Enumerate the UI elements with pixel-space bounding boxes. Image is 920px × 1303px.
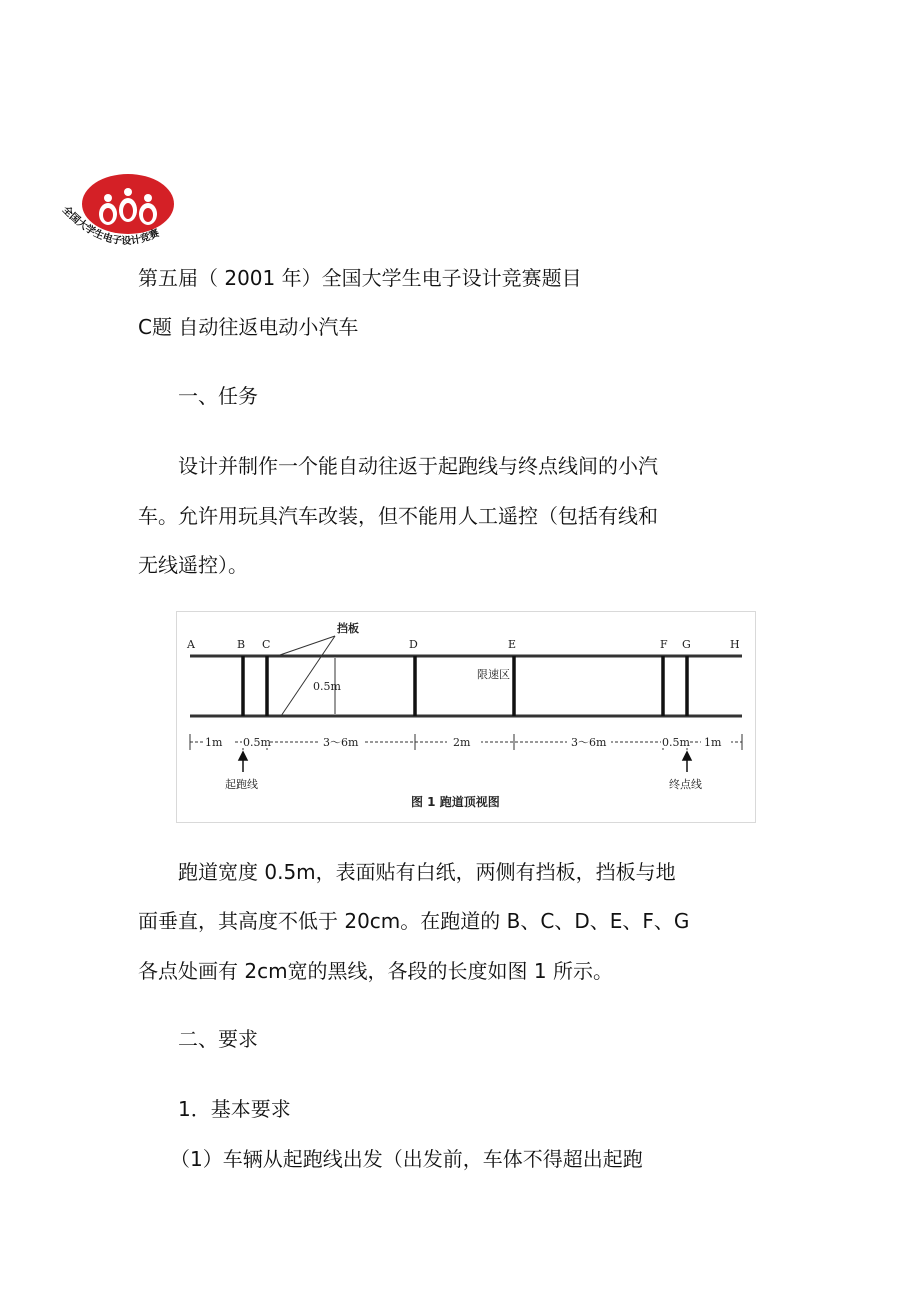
track-paragraph-line-1: 跑道宽度 0.5m，表面贴有白纸，两侧有挡板，挡板与地 [178, 860, 676, 884]
section-task-heading: 一、任务 [178, 384, 258, 408]
point-G: G [682, 638, 691, 651]
section-requirements-heading: 二、要求 [178, 1027, 258, 1051]
baffle-label: 挡板 [337, 622, 359, 635]
baffle-pointer-bottom [281, 636, 335, 716]
track-diagram [177, 612, 755, 822]
width-label: 0.5m [313, 680, 341, 693]
segment-EF: 3～6m [571, 736, 607, 749]
point-F: F [660, 638, 668, 651]
track-paragraph-line-2: 面垂直，其高度不低于 20cm。在跑道的 B、C、D、E、F、G [138, 909, 690, 933]
doc-title: 第五届（ 2001 年）全国大学生电子设计竞赛题目 [138, 266, 582, 290]
segment-GH: 1m [704, 736, 722, 749]
task-paragraph-line-1: 设计并制作一个能自动往返于起跑线与终点线间的小汽 [178, 454, 658, 478]
segment-AB: 1m [205, 736, 223, 749]
finish-line-label: 终点线 [669, 778, 702, 791]
logo-arc-text: 全国大学生电子设计竞赛 [59, 204, 162, 248]
point-E: E [508, 638, 517, 651]
segment-DE: 2m [453, 736, 471, 749]
requirement-item-1: （1）车辆从起跑线出发（出发前，车体不得超出起跑 [170, 1147, 643, 1171]
task-paragraph-line-3: 无线遥控）。 [138, 553, 248, 577]
point-B: B [237, 638, 246, 651]
baffle-pointer-top [277, 636, 335, 656]
point-A: A [187, 638, 195, 651]
segment-BC: 0.5m [243, 736, 271, 749]
segment-CD: 3～6m [323, 736, 359, 749]
point-D: D [409, 638, 418, 651]
limit-zone-label: 限速区 [477, 668, 510, 681]
track-figure [176, 611, 756, 823]
point-H: H [730, 638, 740, 651]
basic-requirements-heading: 1．基本要求 [178, 1097, 291, 1121]
point-C: C [262, 638, 271, 651]
segment-FG: 0.5m [662, 736, 690, 749]
start-line-label: 起跑线 [225, 778, 258, 791]
track-paragraph-line-3: 各点处画有 2cm宽的黑线，各段的长度如图 1 所示。 [138, 959, 613, 983]
task-paragraph-line-2: 车。允许用玩具汽车改装，但不能用人工遥控（包括有线和 [138, 504, 658, 528]
contest-logo [50, 168, 200, 268]
doc-subtitle: C题 自动往返电动小汽车 [138, 315, 359, 339]
figure-caption: 图 1 跑道顶视图 [411, 795, 500, 809]
